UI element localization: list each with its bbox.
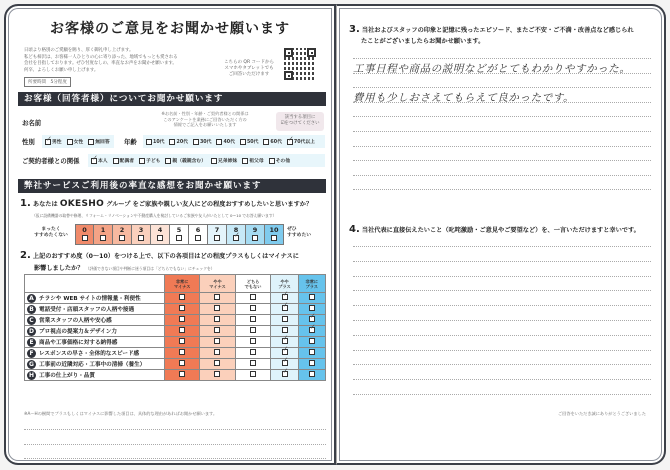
relation-sibling[interactable]: 兄弟姉妹 [211, 157, 237, 164]
age-40s[interactable]: 40代 [216, 138, 234, 145]
checkbox-icon[interactable] [169, 139, 175, 145]
checkbox-icon[interactable] [250, 305, 256, 311]
answer-line[interactable] [353, 116, 651, 117]
checkbox-icon[interactable] [309, 371, 315, 377]
question-3-line2: たことがございましたらお聞かせ願います。 [361, 38, 485, 45]
checkbox-icon[interactable] [211, 158, 217, 164]
rating-cell[interactable] [165, 315, 200, 326]
left-page [4, 4, 336, 465]
rating-cell[interactable] [165, 304, 200, 315]
answer-line[interactable] [353, 364, 651, 365]
letter-b-icon: B [27, 305, 36, 314]
score-option-5[interactable] [170, 224, 189, 245]
checkbox-icon[interactable] [250, 327, 256, 333]
age-60s[interactable]: 60代 [263, 138, 281, 145]
age-30s[interactable]: 30代 [193, 138, 211, 145]
score-option-6[interactable] [189, 224, 208, 245]
question-2: 2. 上記のおすすめ度（0〜10）をつける上で、以下の各項目はどの程度プラスもしくはマイナスに [20, 250, 299, 261]
answer-line[interactable] [353, 320, 651, 321]
score-option-9[interactable] [246, 224, 265, 245]
relation-parent[interactable]: 親（義親含む） [165, 157, 206, 164]
thanks-note: ご回答をいただき誠にありがとうございました [558, 411, 646, 416]
checkbox-icon[interactable] [309, 294, 315, 300]
rating-cell[interactable] [235, 359, 271, 370]
time-required-box: 所要時間 5分程度 [24, 77, 71, 87]
rating-cell[interactable] [298, 337, 325, 348]
table-row [25, 337, 326, 348]
checkbox-icon[interactable] [176, 235, 182, 241]
letter-a-icon: A [27, 294, 36, 303]
checkbox-icon[interactable] [67, 139, 73, 145]
checkbox-icon[interactable] [214, 294, 220, 300]
name-label: お名前 [22, 119, 42, 127]
checkbox-icon[interactable] [250, 294, 256, 300]
column-header: どちら でもない [235, 275, 271, 293]
rating-cell[interactable] [200, 326, 235, 337]
rating-cell[interactable] [271, 315, 298, 326]
gender-options [42, 135, 114, 148]
checkbox-icon[interactable] [179, 360, 185, 366]
rating-cell[interactable] [235, 348, 271, 359]
checkbox-icon[interactable] [282, 327, 288, 333]
form-title: お客様のご意見をお聞かせ願います [50, 21, 290, 37]
checkbox-icon[interactable] [214, 338, 220, 344]
checkbox-icon[interactable] [214, 235, 220, 241]
checkbox-checked-icon[interactable] [45, 139, 51, 145]
table-row [25, 370, 326, 381]
relation-label: ご契約者様との関係 [22, 157, 80, 165]
checkbox-icon[interactable] [271, 235, 277, 241]
rating-cell[interactable] [200, 348, 235, 359]
rating-cell[interactable] [298, 359, 325, 370]
score-option-10[interactable] [265, 224, 284, 245]
checkbox-icon[interactable] [269, 158, 275, 164]
checkbox-icon[interactable] [214, 327, 220, 333]
checkbox-icon[interactable] [138, 235, 144, 241]
score-label: 7 [214, 226, 220, 234]
score-option-8[interactable] [227, 224, 246, 245]
checkbox-icon[interactable] [119, 235, 125, 241]
gender-no-answer[interactable]: 無回答 [88, 138, 109, 145]
checkbox-icon[interactable] [139, 158, 145, 164]
score-label: 5 [176, 226, 182, 234]
table-row [25, 293, 326, 304]
score-label: 0 [82, 226, 87, 234]
checkbox-checked-icon[interactable] [287, 139, 293, 145]
checkbox-icon[interactable] [263, 139, 269, 145]
answer-line[interactable] [353, 131, 651, 132]
table-footnote: ※A〜Hの樹間でプラスもしくはマイナスに影響した項目は、具体的な理由があればお聞かせ願います。 [24, 411, 218, 416]
checkbox-icon[interactable] [309, 360, 315, 366]
gender-label: 性別 [22, 138, 35, 146]
checkbox-checked-icon[interactable] [282, 371, 288, 377]
rating-cell[interactable] [235, 315, 271, 326]
relation-self[interactable]: ✓ 本人 [91, 157, 108, 164]
score-option-7[interactable] [208, 224, 227, 245]
score-label: 6 [195, 226, 201, 234]
rating-cell[interactable] [165, 359, 200, 370]
checkbox-icon[interactable] [214, 305, 220, 311]
brand-name: OKESHO [59, 199, 105, 209]
score-label: 4 [157, 226, 163, 234]
answer-line[interactable] [353, 246, 651, 247]
checkbox-icon[interactable] [179, 305, 185, 311]
answer-line[interactable] [24, 444, 326, 445]
answer-line[interactable] [24, 458, 326, 459]
table-header-blank [25, 275, 165, 293]
checkbox-icon[interactable] [250, 316, 256, 322]
checkbox-icon[interactable] [179, 327, 185, 333]
relation-options [88, 154, 325, 167]
checkbox-icon[interactable] [250, 338, 256, 344]
answer-line[interactable] [353, 335, 651, 336]
checkbox-checked-icon[interactable] [309, 316, 315, 322]
score-option-2[interactable] [113, 224, 132, 245]
answer-line[interactable] [24, 429, 326, 430]
rating-cell[interactable] [165, 370, 200, 381]
handwritten-answer-line-2: 費用も少しおさえてもらえて良かったです。 [353, 92, 575, 104]
impact-table [24, 274, 326, 381]
score-option-1[interactable] [94, 224, 113, 245]
gender-male[interactable]: ✓ 男性 [45, 138, 62, 145]
handwritten-answer-line-1: 工事日程や商品の説明などがとてもわかりやすかった。 [353, 63, 631, 75]
row-label: G 工事前の近隣対応・工事中の清掃（養生） [25, 359, 165, 370]
right-page [336, 4, 666, 465]
checkbox-icon[interactable] [240, 139, 246, 145]
checkbox-icon[interactable] [82, 235, 88, 241]
checkbox-checked-icon[interactable] [282, 305, 288, 311]
checkbox-icon[interactable] [179, 349, 185, 355]
answer-line[interactable] [353, 189, 651, 190]
checkbox-icon[interactable] [179, 294, 185, 300]
score-label: 8 [233, 226, 239, 234]
rating-cell[interactable] [271, 370, 298, 381]
checkbox-checked-icon[interactable] [282, 338, 288, 344]
checkbox-icon[interactable] [157, 235, 163, 241]
checkbox-icon[interactable] [193, 139, 199, 145]
letter-h-icon: H [28, 371, 35, 379]
question-1: 1. あなたは OKESHO グループ をご家族や親しい友人にどの程度おすすめしたいと思いますか？ [20, 198, 313, 209]
rating-cell[interactable] [200, 315, 235, 326]
privacy-note: ※お名前・性別・年齢・ご契約者様との関係は このアンケートを業務にご回答いただく方の 情報でご記入をお願いいたします [161, 111, 249, 127]
checkbox-icon[interactable] [179, 316, 185, 322]
checkbox-icon[interactable] [195, 235, 201, 241]
question-4: 4. 当社代表に直接伝えたいこと（叱咤激励・ご意見やご要望など）を、一言いただけますと幸いです。 [349, 224, 640, 235]
table-row [25, 326, 326, 337]
letter-g-icon: G [27, 360, 36, 369]
column-header: 非常に プラス [298, 275, 325, 293]
qr-caption: こちらの QR コードから スマホやタブレットでも ご回答いただけます [223, 60, 275, 77]
table-row [25, 348, 326, 359]
checkbox-icon[interactable] [216, 139, 222, 145]
rating-cell[interactable] [235, 370, 271, 381]
instruction-badge: 該当する項目に ☑をつけてください [276, 112, 324, 131]
checkbox-icon[interactable] [214, 316, 220, 322]
score-label: 10 [269, 226, 279, 234]
checkbox-icon[interactable] [165, 158, 171, 164]
score-option-4[interactable] [151, 224, 170, 245]
answer-line[interactable] [353, 394, 651, 395]
row-label: H 工事の仕上がり・品質 [25, 370, 165, 381]
relation-child[interactable]: 子ども [139, 157, 160, 164]
rating-cell[interactable] [298, 370, 325, 381]
answer-line[interactable] [353, 276, 651, 277]
answer-line[interactable] [353, 175, 651, 176]
service-section-banner: 弊社サービスご利用後の率直な感想をお聞かせ願います [18, 179, 326, 193]
checkbox-icon[interactable] [113, 158, 119, 164]
column-header: やや マイナス [200, 275, 235, 293]
answer-line[interactable] [353, 261, 651, 262]
age-50s[interactable]: 50代 [240, 138, 258, 145]
checkbox-checked-icon[interactable] [282, 360, 288, 366]
checkbox-icon[interactable] [242, 158, 248, 164]
rating-cell[interactable] [200, 304, 235, 315]
answer-line[interactable] [353, 350, 651, 351]
rating-cell[interactable] [165, 293, 200, 304]
rating-cell[interactable] [235, 326, 271, 337]
answer-line[interactable] [353, 87, 651, 88]
checkbox-icon[interactable] [250, 360, 256, 366]
score-label: 3 [138, 226, 144, 234]
row-label: C 営業スタッフの人柄や安心感 [25, 315, 165, 326]
rating-cell[interactable] [165, 348, 200, 359]
answer-line[interactable] [353, 146, 651, 147]
age-20s[interactable]: 20代 [169, 138, 187, 145]
rating-cell[interactable] [298, 348, 325, 359]
age-label: 年齢 [124, 138, 137, 146]
letter-d-icon: D [27, 327, 36, 336]
checkbox-icon[interactable] [179, 371, 185, 377]
answer-line[interactable] [353, 160, 651, 161]
rating-cell[interactable] [235, 293, 271, 304]
checkbox-icon[interactable] [309, 349, 315, 355]
relation-grandparent[interactable]: 祖父母 [242, 157, 263, 164]
score-label: 1 [100, 226, 106, 234]
rating-cell[interactable] [200, 337, 235, 348]
rating-cell[interactable] [271, 304, 298, 315]
score-option-3[interactable] [132, 224, 151, 245]
customer-section-banner: お客様（回答者様）についてお聞かせ願います [18, 92, 326, 106]
checkbox-icon[interactable] [100, 235, 106, 241]
answer-line[interactable] [353, 290, 651, 291]
rating-cell[interactable] [200, 359, 235, 370]
scale-right-label: ぜひ すすめたい [287, 227, 312, 238]
score-label: 2 [119, 226, 125, 234]
score-option-0[interactable] [75, 224, 94, 245]
checkbox-checked-icon[interactable] [91, 158, 97, 164]
table-row [25, 315, 326, 326]
checkbox-icon[interactable] [252, 235, 258, 241]
table-row [25, 304, 326, 315]
rating-cell[interactable] [298, 293, 325, 304]
table-row [25, 359, 326, 370]
row-label: E 商品や工事価格に対する納得感 [25, 337, 165, 348]
question-2-line2: 影響しましたか？ （評価できない項目や判断に迷う項目は「どちらでもない」にチェックを） [34, 265, 215, 272]
gender-female[interactable]: 女性 [67, 138, 84, 145]
age-10s[interactable]: 10代 [146, 138, 164, 145]
checkbox-icon[interactable] [250, 349, 256, 355]
checkbox-icon[interactable] [309, 305, 315, 311]
column-header: 非常に マイナス [165, 275, 200, 293]
row-label: F レスポンスの早さ・全体的なスピード感 [25, 348, 165, 359]
letter-c-icon: C [27, 316, 36, 325]
rating-cell[interactable] [235, 304, 271, 315]
row-label: A チラシや WEB サイトの情報量・利便性 [25, 293, 165, 304]
rating-cell[interactable] [235, 337, 271, 348]
answer-line[interactable] [353, 379, 651, 380]
recommendation-scale [75, 224, 284, 245]
relation-spouse[interactable]: 配偶者 [113, 157, 134, 164]
age-70s-plus[interactable]: ✓ 70代以上 [287, 138, 315, 145]
checkbox-icon[interactable] [250, 371, 256, 377]
score-label: 9 [252, 226, 258, 234]
rating-cell[interactable] [200, 370, 235, 381]
row-label: B 電話受付・店頭スタッフの人柄や接遇 [25, 304, 165, 315]
scale-left-label: まったく すすめたくない [34, 227, 68, 238]
rating-cell[interactable] [165, 326, 200, 337]
question-1-subtext: （仮に設備機器の取替や修理、リフォーム・リノベーションや不動産購入を検討しているご家族や友人がいたとして 0〜10 でお答え願います） [32, 213, 277, 218]
qr-code-icon[interactable] [284, 48, 316, 80]
answer-line[interactable] [353, 305, 651, 306]
question-3: 3. 当社およびスタッフの印象と記憶に残ったエピソード、またご不安・ご不満・改善点など感じられ [349, 24, 634, 35]
checkbox-checked-icon[interactable] [233, 235, 239, 241]
checkbox-icon[interactable] [88, 139, 94, 145]
checkbox-icon[interactable] [309, 338, 315, 344]
checkbox-icon[interactable] [179, 338, 185, 344]
column-header: やや プラス [271, 275, 298, 293]
letter-f-icon: F [27, 349, 36, 358]
relation-other[interactable]: その他 [269, 157, 290, 164]
checkbox-icon[interactable] [282, 316, 288, 322]
checkbox-icon[interactable] [214, 371, 220, 377]
age-options [143, 135, 325, 148]
letter-e-icon: E [27, 338, 36, 347]
checkbox-checked-icon[interactable] [309, 327, 315, 333]
checkbox-icon[interactable] [214, 349, 220, 355]
rating-cell[interactable] [298, 326, 325, 337]
checkbox-icon[interactable] [146, 139, 152, 145]
checkbox-checked-icon[interactable] [282, 349, 288, 355]
row-label: D プロ視点の提案力＆デザイン力 [25, 326, 165, 337]
checkbox-checked-icon[interactable] [282, 294, 288, 300]
rating-cell[interactable] [165, 337, 200, 348]
intro-text: 日頃より格別のご愛顧を賜り、厚く御礼申し上げます。 私ども柿沢は、お客様一人ひとりの心に寄り添った、地域でもっとも愛される 会社を目指しております。ぜひ忖度なしの、率直なお声をお聞かせ願います。 何卒、よろしくお願い申し上げます。 [24, 48, 178, 73]
checkbox-icon[interactable] [214, 360, 220, 366]
rating-cell[interactable] [200, 293, 235, 304]
answer-line[interactable] [353, 58, 651, 59]
